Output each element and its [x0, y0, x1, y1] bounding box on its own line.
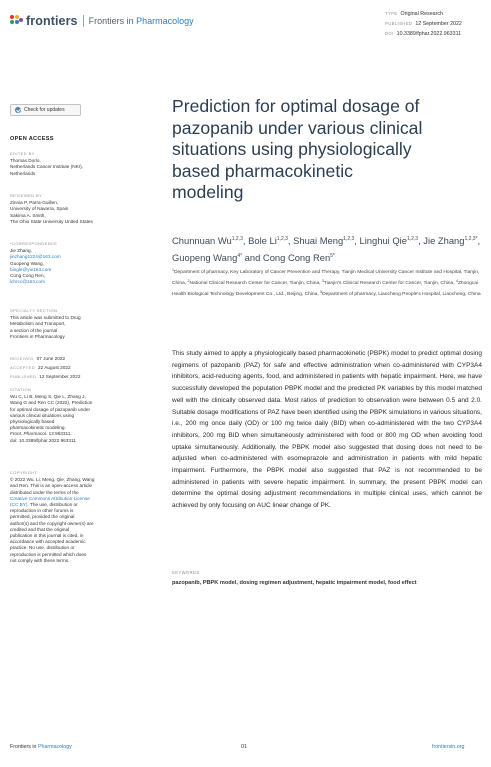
author: Cong Cong Ren	[262, 251, 331, 263]
author: Guopeng Wang	[172, 251, 238, 263]
doi: 10.3389/fphar.2022.963311	[396, 31, 462, 37]
affiliations: $^1$Department of pharmacy, Key Laboratory of Cancer Prevention and Therapy, Tianjin Medical University Cancer Institute and Hospital, Tianjin, China, $^2$National Clinical Research Center for Cancer, Tianjin, China, $^3$Tianjin's Clinical Research Center for Cancer, Tianjin, China, $^4$Zhongcai Health Biological Technology Development Co., Ltd., Beijing, China, $^5$Department of pharmacy, Liaocheng People's Hospital, Liaocheng, China	[172, 268, 481, 298]
edited-by-block: EDITED BY Thomas Dorlo, Netherlands Cancer Institute (NKI), Netherlands	[10, 151, 83, 176]
article-title: Prediction for optimal dosage of pazopanib under various clinical situations using physiologically based pharmacokinetic modeling	[172, 96, 423, 202]
author: Bole Li	[248, 235, 277, 246]
author: Chunnuan Wu	[172, 235, 232, 246]
dates-block: RECEIVED 07 June 2022 ACCEPTED 22 August 2022 PUBLISHED 12 September 2022	[10, 356, 81, 380]
journal-name-header: Frontiers in Pharmacology	[88, 16, 194, 26]
logo-divider	[83, 15, 84, 27]
license-link-cont[interactable]: (CC BY).	[10, 502, 29, 508]
check-for-updates-button[interactable]: Check for updates	[10, 104, 81, 116]
author: Linghui Qie	[359, 235, 407, 246]
author: Jie Zhang	[423, 235, 465, 246]
article-meta: TYPE Original Research PUBLISHED 12 September 2022 DOI 10.3389/fphar.2022.963311	[385, 11, 462, 37]
keywords: pazopanib, PBPK model, dosing regimen adjustment, hepatic impairment model, food effect	[172, 580, 417, 586]
correspondence-block: *CORRESPONDENCE Jie Zhang, jiezhang1224@163.com Guopeng Wang, bingle@yie163.com Cong Cong Ren, lchrcc@163.com	[10, 241, 140, 285]
email-link[interactable]: jiezhang1224@163.com	[10, 254, 61, 260]
published-date-side: 12 September 2022	[39, 374, 81, 380]
reviewed-by-block: REVIEWED BY Zinnia P. Parra-Guillen, University of Navarra, Spain Sakima A. Smith, The Ohio State University United States	[10, 193, 93, 224]
copyright-block: COPYRIGHT © 2022 Wu, Li, Meng, Qie, Zhang, Wang and Ren. This is an open-access article distributed under the terms of the Creative Commons Attribution License (CC BY). The use, distribution or reproduction in other forums is permitted, provided the original author(s) and the copyright owner(s) are credited and that the original publication in this journal is cited, in accordance with accepted academic practice. No use, distribution or reproduction is permitted which does not comply with these terms.	[10, 470, 140, 564]
accepted-date: 22 August 2022	[37, 365, 71, 371]
email-link[interactable]: bingle@yie163.com	[10, 266, 52, 272]
article-type: Original Research	[400, 11, 443, 17]
published-date: 12 September 2022	[415, 21, 462, 27]
citation-block: CITATION Wu C, Li B, Meng S, Qie L, Zhang J, Wang G and Ren CC (2022), Prediction for optimal dosage of pazopanib under various clinical situations using physiologically based pharmacokinetic modeling. Front. Pharmacol. 13:963311. doi: 10.3389/fphar.2022.963311	[10, 387, 93, 443]
logo-wordmark: frontiers	[26, 14, 78, 28]
keywords-label: KEYWORDS	[172, 570, 200, 575]
frontiers-logo-icon	[10, 15, 23, 28]
check-icon	[15, 107, 21, 113]
author: Shuai Meng	[293, 235, 344, 246]
footer-site-link[interactable]: frontiersin.org	[432, 744, 465, 750]
license-link[interactable]: Creative Commons Attribution License	[10, 495, 90, 501]
email-link[interactable]: lchrcc@163.com	[10, 279, 45, 285]
frontiers-logo[interactable]	[10, 14, 194, 28]
author-list: Chunnuan Wu$^{1,2,3}$, Bole Li$^{1,2,3}$, Shuai Meng$^{1,2,3}$, Linghui Qie$^{1,2,3}$, Jie Zhang$^{1,2,3*}$, Guopeng Wang$^{4*}$ and Cong Cong Ren$^{5*}$	[172, 235, 481, 263]
footer-journal: Frontiers in Pharmacology	[10, 744, 72, 750]
abstract: This study aimed to apply a physiologically based pharmacokinetic (PBPK) model to predict optimal dosing regimens of pazopanib (PAZ) for safe and effective administration when co-administered with CYP3A4 inhibitors, acid-reducing agents, food, and administered in patients with hepatic impairment. Here, we have successfully developed the population PBPK model and the predicted PK variables by this model matched well with the clinically observed data. Most ratios of prediction to observation were between 0.5 and 2.0. Suitable dosage modifications of PAZ have been identified using the PBPK simulations in various situations, i.e., 200 mg once daily (OD) or 100 mg twice daily (BID) when co-administered with the two CYP3A4 inhibitors, 200 mg BID when simultaneously administered with food or 800 mg OD when avoiding food uptake simultaneously. Additionally, the PBPK model also suggested that dosing does not need to be adjusted when co-administered with esomeprazole and administration in patients with mild hepatic impairment. Furthermore, the PBPK model also suggested that PAZ is not recommended to be administered in patients with severe hepatic impairment. In summary, the present PBPK model can determine the optimal dosing adjustment recommendations in multiple clinical uses, which cannot be achieved by only focusing on AUC linear change of PK.	[172, 350, 482, 510]
page-number: 01	[241, 744, 247, 750]
open-access-label: OPEN ACCESS	[10, 136, 54, 142]
received-date: 07 June 2022	[36, 356, 66, 361]
specialty-section-block: SPECIALTY SECTION This article was submitted to Drug Metabolism and Transport, a section of the journal Frontiers in Pharmacology	[10, 308, 81, 339]
